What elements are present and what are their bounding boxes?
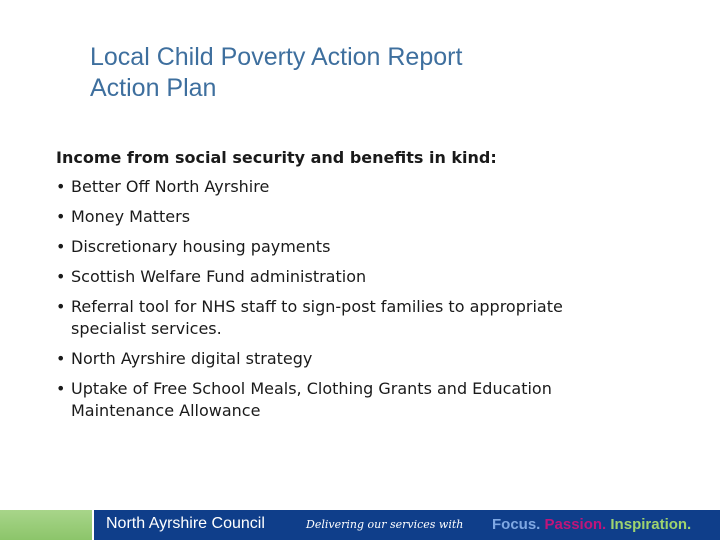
value-passion: Passion. [544,516,607,533]
title-line-2: Action Plan [90,74,217,102]
bullet-dot: • [56,177,66,196]
bullet-text: Money Matters [71,207,191,226]
list-item [56,236,616,258]
bullet-dot: • [56,379,66,398]
value-inspiration: Inspiration. [610,516,692,533]
footer-tagline: Delivering our services with [306,518,464,531]
bullet-dot: • [56,207,66,226]
slide-content [56,147,616,430]
footer-banner [0,510,720,540]
bullet-list [56,176,616,422]
bullet-text: Scottish Welfare Fund administration [71,267,367,286]
bullet-dot: • [56,237,66,256]
bullet-dot: • [56,267,66,286]
footer-green-block [0,510,92,540]
bullet-dot: • [56,297,66,316]
list-item [56,378,616,422]
footer-values [492,516,691,533]
bullet-text: Referral tool for NHS staff to sign-post families to appropriate specialist services. [71,297,563,338]
bullet-text: Uptake of Free School Meals, Clothing Grants and Education Maintenance Allowance [71,379,552,420]
slide-title [90,42,462,104]
list-item [56,296,616,340]
list-item [56,266,616,288]
list-item [56,348,616,370]
list-item [56,206,616,228]
section-heading: Income from social security and benefits in kind: [56,148,497,167]
list-item [56,176,616,198]
bullet-text: North Ayrshire digital strategy [71,349,313,368]
bullet-text: Better Off North Ayrshire [71,177,270,196]
bullet-text: Discretionary housing payments [71,237,331,256]
value-focus: Focus. [492,516,541,533]
title-line-1: Local Child Poverty Action Report [90,43,463,71]
council-name: North Ayrshire Council [106,515,265,532]
bullet-dot: • [56,349,66,368]
